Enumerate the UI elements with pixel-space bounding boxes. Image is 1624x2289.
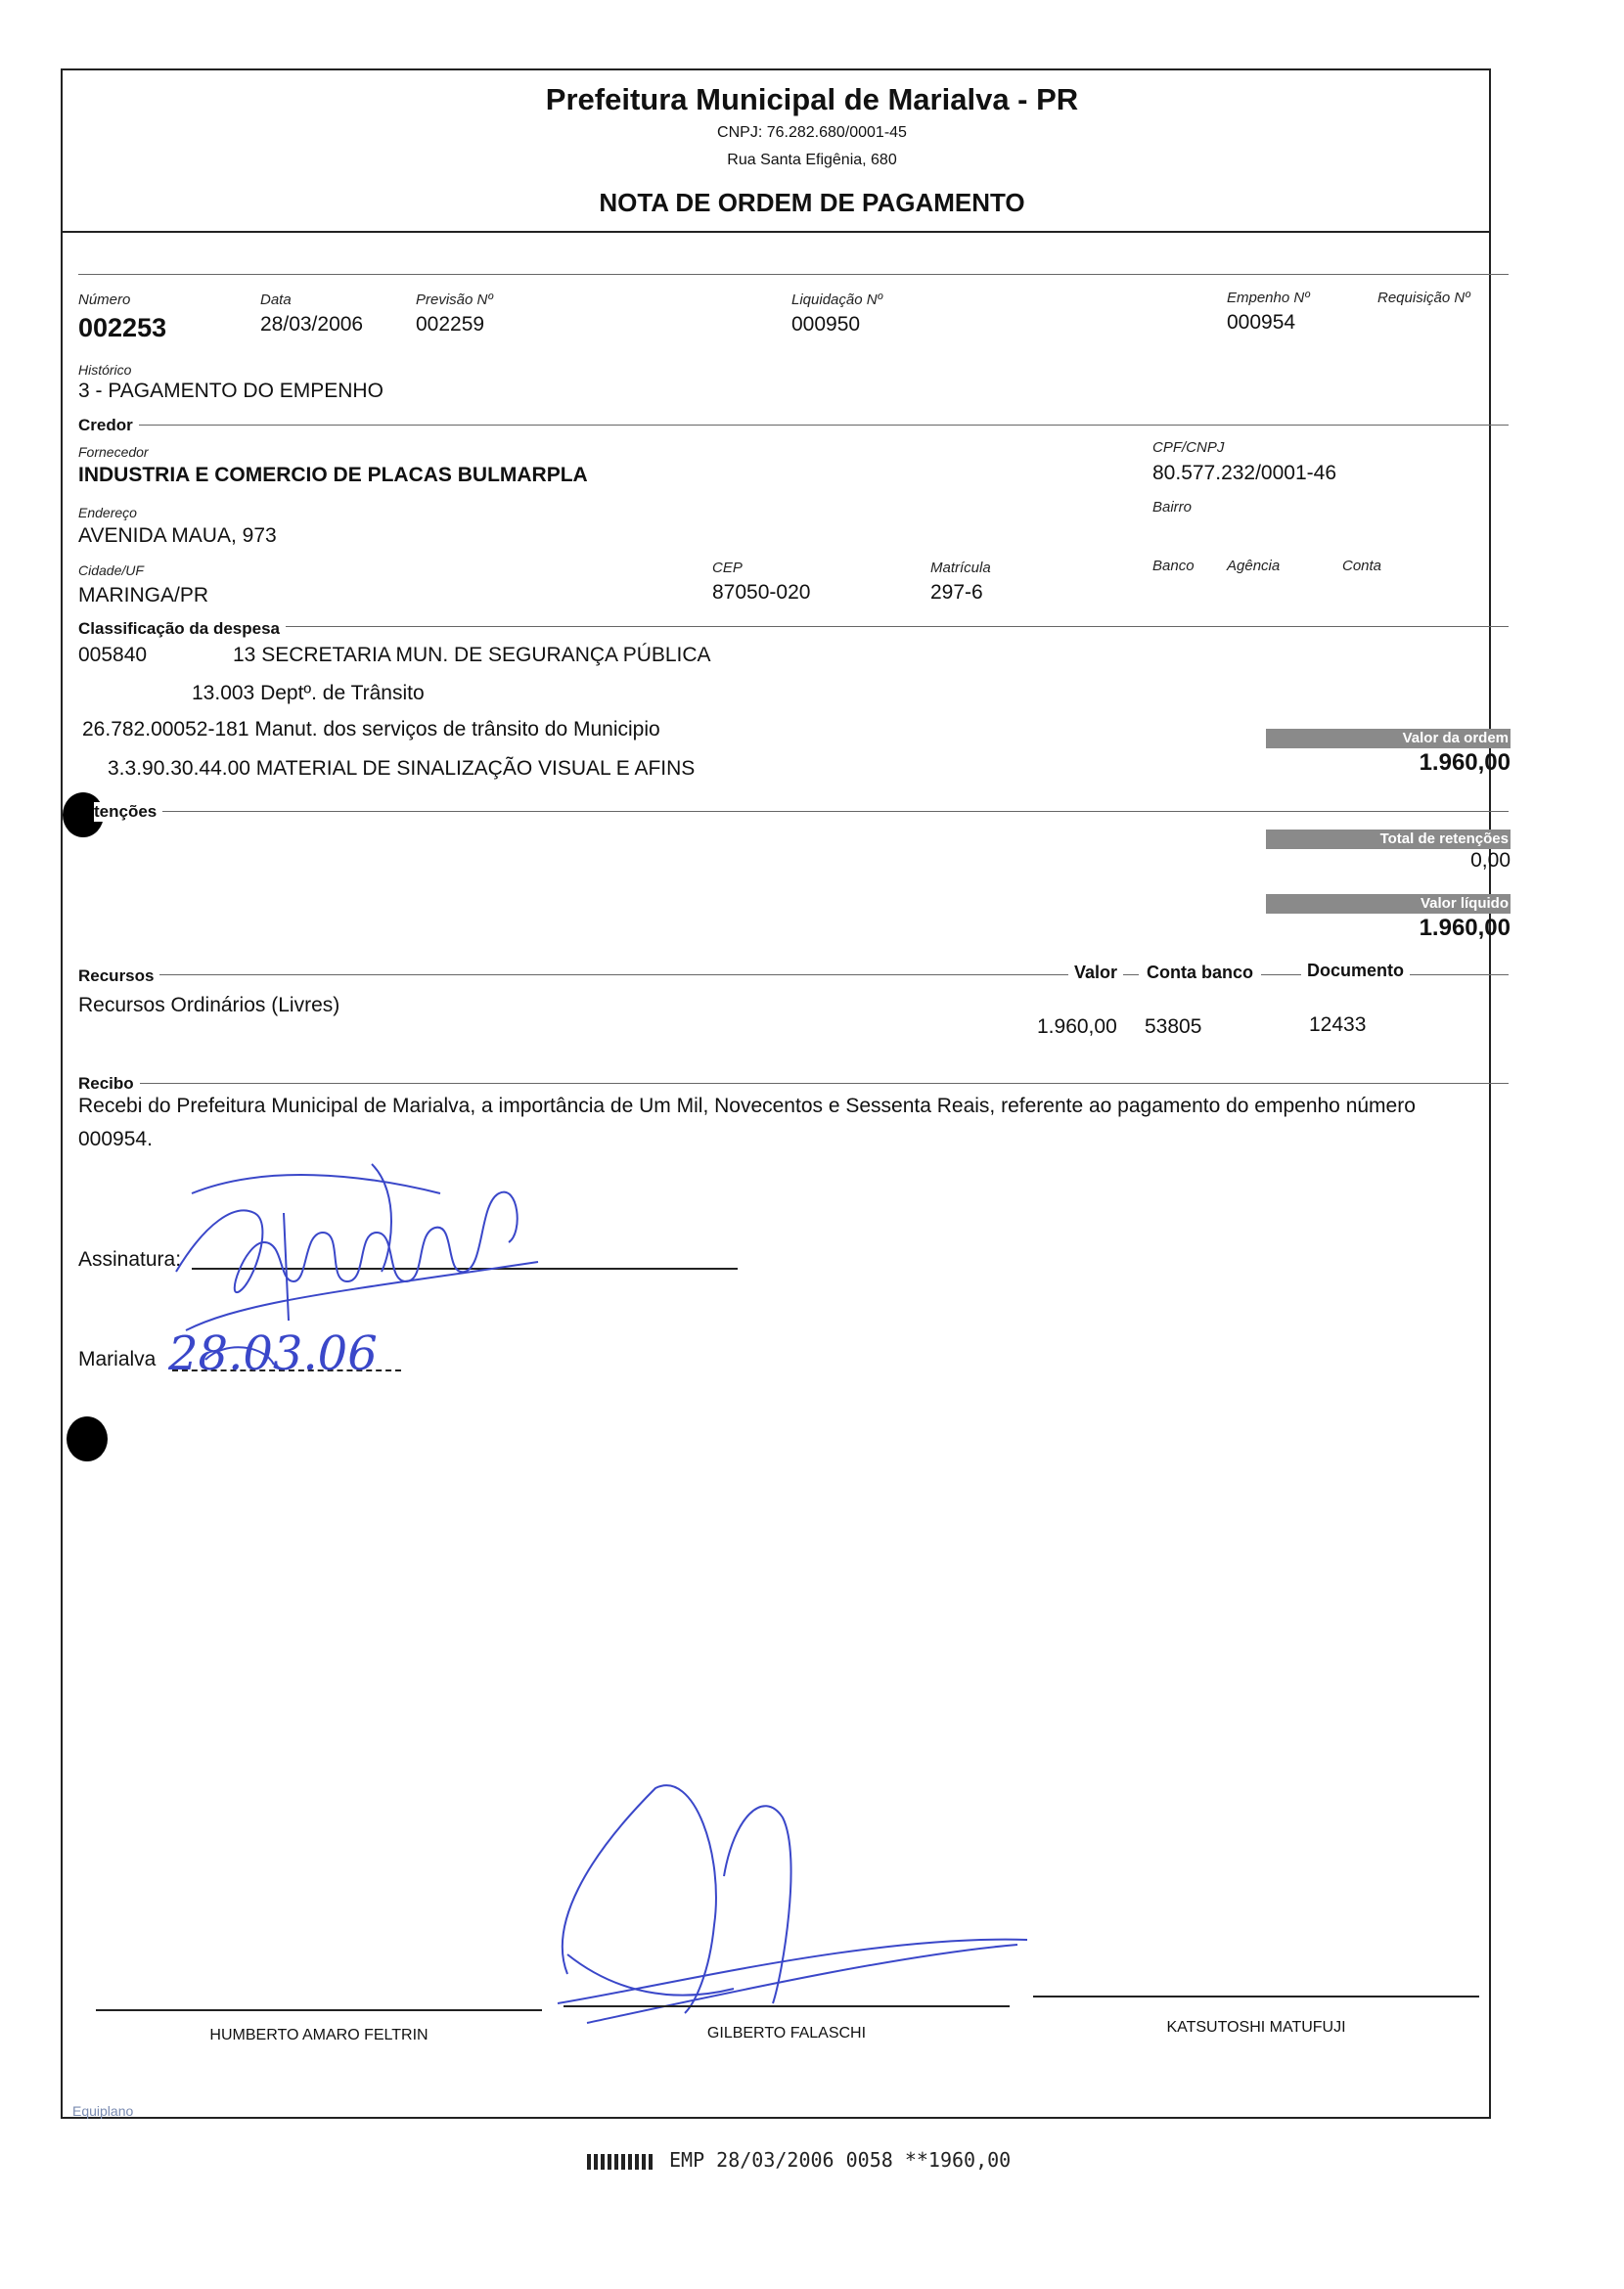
banco-label: Banco <box>1152 558 1195 574</box>
bairro-label: Bairro <box>1152 499 1193 516</box>
credor-section: Credor <box>78 416 139 435</box>
municipality-title: Prefeitura Municipal de Marialva - PR <box>545 82 1079 116</box>
cpf-label: CPF/CNPJ <box>1152 439 1225 456</box>
signature-line-1 <box>96 2009 542 2011</box>
matricula-label: Matrícula <box>930 560 991 576</box>
unidade-text: 13.003 Deptº. de Trânsito <box>192 682 425 704</box>
local-label: Marialva <box>78 1348 157 1370</box>
header-divider <box>61 231 1489 233</box>
cidade-value: MARINGA/PR <box>78 584 209 606</box>
fornecedor-value: INDUSTRIA E COMERCIO DE PLACAS BULMARPLA <box>78 464 588 486</box>
valor-liquido-label: Valor líquido <box>1266 894 1511 914</box>
agencia-label: Agência <box>1227 558 1281 574</box>
signature-line-3 <box>1033 1996 1479 1997</box>
requisicao-label: Requisição Nº <box>1377 290 1470 306</box>
handwritten-date: 28.03.06 <box>168 1326 378 1381</box>
total-retencoes-label: Total de retenções <box>1266 830 1511 849</box>
recibo-section: Recibo <box>78 1074 140 1094</box>
cidade-label: Cidade/UF <box>78 562 144 578</box>
recursos-documento: 12433 <box>1309 1013 1367 1036</box>
officer-signature-scribble <box>528 1778 1037 2042</box>
endereco-label: Endereço <box>78 505 137 520</box>
address-text: Rua Santa Efigênia, 680 <box>727 152 897 168</box>
signatory-1: HUMBERTO AMARO FELTRIN <box>209 2027 429 2043</box>
classificacao-section: Classificação da despesa <box>78 619 286 639</box>
empenho-value: 000954 <box>1227 311 1296 334</box>
recursos-conta-label: Conta banco <box>1139 963 1261 983</box>
data-label: Data <box>260 292 292 308</box>
document-title: NOTA DE ORDEM DE PAGAMENTO <box>599 188 1025 217</box>
recursos-conta: 53805 <box>1145 1015 1202 1038</box>
liquidacao-label: Liquidação Nº <box>791 292 883 308</box>
recibo-text-line2: 000954. <box>78 1128 153 1150</box>
empenho-label: Empenho Nº <box>1227 290 1310 306</box>
recursos-fonte: Recursos Ordinários (Livres) <box>78 994 340 1016</box>
valor-ordem-value: 1.960,00 <box>1419 749 1511 776</box>
data-value: 28/03/2006 <box>260 313 364 336</box>
valor-ordem-label: Valor da ordem <box>1266 729 1511 748</box>
conta-label: Conta <box>1342 558 1382 574</box>
classificacao-code: 005840 <box>78 644 148 666</box>
funcional-text: 26.782.00052-181 Manut. dos serviços de trânsito do Municipio <box>82 718 660 741</box>
endereco-value: AVENIDA MAUA, 973 <box>78 524 277 547</box>
elemento-text: 3.3.90.30.44.00 MATERIAL DE SINALIZAÇÃO VISUAL E AFINS <box>108 757 696 780</box>
matricula-value: 297-6 <box>930 581 983 604</box>
assinatura-label: Assinatura: <box>78 1248 182 1271</box>
classificacao-rule <box>78 626 1509 627</box>
recibo-rule <box>78 1083 1509 1084</box>
signatory-3: KATSUTOSHI MATUFUJI <box>1166 2019 1346 2036</box>
fornecedor-label: Fornecedor <box>78 444 149 460</box>
punch-hole-mark-2 <box>67 1416 108 1461</box>
recursos-documento-label: Documento <box>1301 961 1410 981</box>
cnpj-text: CNPJ: 76.282.680/0001-45 <box>717 124 907 141</box>
bank-stamp-text: EMP 28/03/2006 0058 **1960,00 <box>669 2148 1012 2172</box>
signatory-2: GILBERTO FALASCHI <box>706 2025 867 2042</box>
retencoes-rule <box>78 811 1509 812</box>
equiplano-label: Equiplano <box>72 2103 134 2119</box>
numero-label: Número <box>78 292 131 308</box>
liquidacao-value: 000950 <box>791 313 861 336</box>
recursos-rule <box>78 974 1509 975</box>
recursos-valor: 1.960,00 <box>1037 1015 1117 1038</box>
bank-stamp <box>587 2148 1011 2172</box>
valor-liquido-value: 1.960,00 <box>1419 915 1511 941</box>
cep-value: 87050-020 <box>712 581 811 604</box>
recursos-section: Recursos <box>78 966 159 986</box>
total-retencoes-value: 0,00 <box>1470 849 1511 872</box>
cep-label: CEP <box>712 560 743 576</box>
bank-stamp-mark-icon <box>587 2154 655 2170</box>
credor-rule <box>78 425 1509 426</box>
historico-value: 3 - PAGAMENTO DO EMPENHO <box>78 380 383 402</box>
previsao-value: 002259 <box>416 313 485 336</box>
recursos-valor-label: Valor <box>1068 963 1123 983</box>
handwritten-signature <box>147 1135 597 1389</box>
historico-label: Histórico <box>78 362 132 378</box>
retencoes-section: tenções <box>94 802 162 822</box>
previsao-label: Previsão Nº <box>416 292 493 308</box>
signature-line-2 <box>564 2005 1010 2007</box>
top-rule <box>78 274 1509 275</box>
recibo-text-line1: Recebi do Prefeitura Municipal de Marialva, a importância de Um Mil, Novecentos e Sessenta Reais, referente ao pagamento do empenho número <box>78 1095 1416 1117</box>
cpf-value: 80.577.232/0001-46 <box>1152 462 1337 484</box>
numero-value: 002253 <box>78 313 167 342</box>
orgao-text: 13 SECRETARIA MUN. DE SEGURANÇA PÚBLICA <box>233 644 711 666</box>
